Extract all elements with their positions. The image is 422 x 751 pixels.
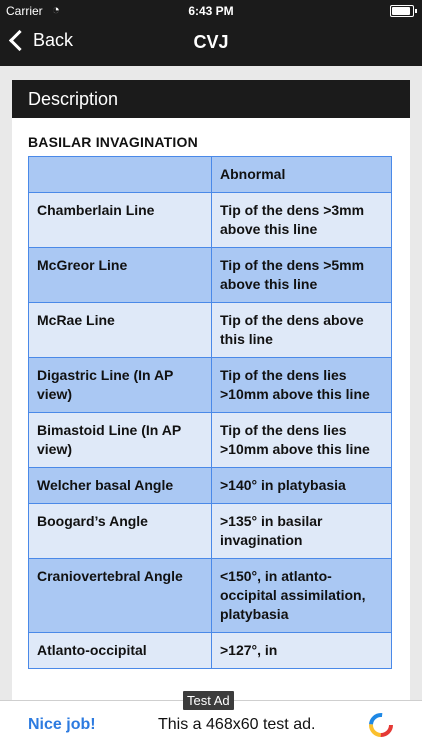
page-title: CVJ — [193, 32, 229, 52]
ad-nice-job[interactable]: Nice job! — [28, 716, 96, 733]
table-cell-value: <150°, in atlanto-occipital assimilation, platybasia — [212, 559, 392, 633]
table-cell-value: >140° in platybasia — [212, 468, 392, 504]
ad-banner[interactable] — [0, 693, 422, 751]
navigation-bar — [0, 22, 422, 66]
table-row — [29, 559, 392, 633]
carrier-label: Carrier — [6, 4, 43, 18]
table-cell-value: >127°, in — [212, 633, 392, 669]
table-cell-name: Craniovertebral Angle — [29, 559, 212, 633]
description-header: Description — [12, 80, 410, 118]
table-row — [29, 468, 392, 504]
table-header-cell — [29, 157, 212, 193]
section-title: BASILAR INVAGINATION — [28, 134, 198, 150]
table-row — [29, 504, 392, 559]
table-cell-value: Tip of the dens >5mm above this line — [212, 248, 392, 303]
table-row — [29, 413, 392, 468]
table-row — [29, 193, 392, 248]
criteria-table — [28, 156, 392, 669]
test-ad-label: Test Ad — [183, 691, 234, 710]
table-row — [29, 303, 392, 358]
table-row — [29, 248, 392, 303]
table-cell-name: McRae Line — [29, 303, 212, 358]
table-cell-value: >135° in basilar invagination — [212, 504, 392, 559]
ad-text[interactable]: This a 468x60 test ad. — [158, 716, 316, 733]
ad-logo-icon — [368, 712, 394, 738]
status-time: 6:43 PM — [188, 4, 234, 18]
table-cell-name: McGreor Line — [29, 248, 212, 303]
table-cell-name: Atlanto-occipital — [29, 633, 212, 669]
table-cell-name: Bimastoid Line (In AP view) — [29, 413, 212, 468]
table-cell-value: Tip of the dens lies >10mm above this line — [212, 413, 392, 468]
table-cell-value: Tip of the dens lies >10mm above this line — [212, 358, 392, 413]
table-cell-name: Digastric Line (In AP view) — [29, 358, 212, 413]
table-cell-value: Tip of the dens >3mm above this line — [212, 193, 392, 248]
wifi-icon: ◔ — [52, 2, 60, 17]
table-row — [29, 358, 392, 413]
table-cell-name: Welcher basal Angle — [29, 468, 212, 504]
status-bar — [0, 0, 422, 22]
table-cell-name: Chamberlain Line — [29, 193, 212, 248]
table-header-cell: Abnormal — [212, 157, 392, 193]
back-label: Back — [33, 30, 74, 50]
table-cell-name: Boogard’s Angle — [29, 504, 212, 559]
table-header-row — [29, 157, 392, 193]
content-scroll-area[interactable] — [12, 80, 410, 700]
table-row — [29, 633, 392, 669]
battery-icon — [390, 5, 414, 17]
table-cell-value: Tip of the dens above this line — [212, 303, 392, 358]
